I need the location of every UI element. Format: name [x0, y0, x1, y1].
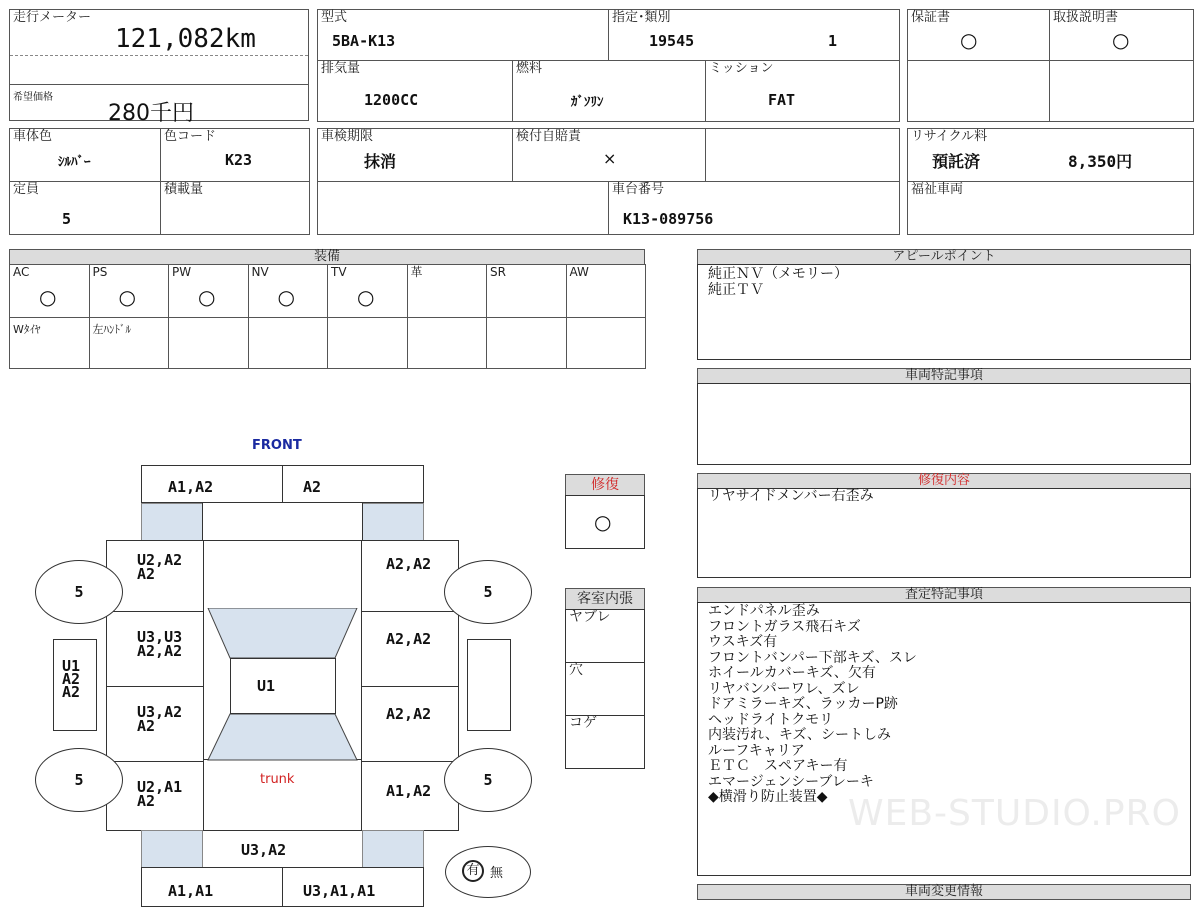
manual-value: ○ [1112, 28, 1130, 52]
inspection-cell [317, 128, 513, 182]
assessment-line: 内装汚れ、キズ、シートしみ [708, 727, 891, 743]
odometer-label: 走行メーター [13, 10, 92, 25]
damage-code: A2 [137, 717, 156, 735]
capacity-value: 5 [62, 210, 72, 228]
interior-row-label: ヤブレ [569, 609, 611, 625]
damage-code: U1 [62, 657, 81, 675]
body-color-label: 車体色 [13, 129, 53, 144]
windshield [208, 608, 357, 658]
warranty-value: ○ [960, 28, 978, 52]
color-code-value: K23 [225, 151, 253, 169]
car-diagram [0, 430, 560, 900]
damage-code: U3,A2 [137, 703, 183, 721]
insurance-label: 検付自賠責 [516, 129, 582, 144]
headlight-left [141, 503, 203, 541]
assessment-line: エンドパネル歪み [708, 603, 820, 619]
interior-row [565, 715, 645, 769]
appeal-line: 純正ＴＶ [708, 282, 764, 298]
left-front-door [106, 611, 204, 687]
designation-cell [608, 9, 900, 61]
warranty-cell [907, 9, 1050, 61]
fuel-cell [512, 60, 706, 122]
spare-tire [445, 846, 531, 898]
equipment-label: Wﾀｲﾔ [13, 323, 41, 336]
equipment-label: TV [331, 265, 347, 279]
equipment-title: 装備 [9, 249, 645, 265]
repair-contents-title [697, 473, 1191, 489]
taillight-right [362, 830, 424, 868]
capacity-label: 定員 [13, 182, 40, 197]
repair-box-title [565, 474, 645, 496]
desired-price-value: 280千円 [108, 101, 194, 126]
assessment-line: ルーフキャリア [708, 742, 805, 759]
damage-code: A1,A2 [168, 478, 214, 496]
left-side-step [53, 639, 97, 731]
equipment-cell [89, 264, 170, 318]
damage-code: A2,A2 [137, 642, 183, 660]
damage-code: A2,A2 [386, 630, 432, 648]
equipment-cell [486, 317, 567, 369]
equipment-label: 左ﾊﾝﾄﾞﾙ [92, 323, 131, 336]
equipment-label: NV [251, 265, 269, 279]
mission-label: ミッション [709, 61, 774, 76]
chassis-value: K13-089756 [623, 210, 714, 228]
body-color-cell [9, 128, 161, 182]
displacement-value: 1200CC [364, 91, 419, 109]
blank-cell [705, 128, 900, 182]
assessment-line: ドアミラーキズ、ラッカーP跡 [708, 696, 898, 712]
equipment-cell [168, 264, 249, 318]
interior-row-label: コゲ [569, 715, 597, 731]
repair-contents-panel [697, 488, 1191, 578]
chassis-label: 車台番号 [612, 182, 665, 197]
appeal-line: 純正ＮＶ（メモリー） [708, 266, 848, 282]
interior-title: 客室内張 [565, 588, 645, 610]
odometer-block [9, 9, 309, 126]
equipment-cell [327, 317, 408, 369]
equipment-mark: ○ [277, 285, 295, 309]
recycle-status: 預託済 [932, 152, 981, 171]
load-cell [160, 181, 310, 235]
recycle-amount: 8,350円 [1068, 152, 1133, 171]
repair-box-value: ○ [594, 510, 612, 534]
body-color-value: ｼﾙﾊﾞｰ [58, 155, 91, 170]
right-front-door [361, 611, 459, 687]
damage-code: A2 [137, 565, 156, 583]
capacity-cell [9, 181, 161, 235]
recycle-cell [907, 128, 1194, 182]
equipment-cell [9, 317, 90, 369]
interior-row-label: 穴 [569, 662, 583, 678]
assessment-line: リヤバンパーワレ、ズレ [708, 680, 860, 697]
assessment-line: ＥＴＣ スペアキー有 [708, 758, 848, 774]
damage-code: A2,A2 [386, 555, 432, 573]
equipment-cell [248, 317, 329, 369]
roof [230, 658, 336, 714]
blank-cell [907, 60, 1050, 122]
repair-contents-title-text: 修復内容 [917, 473, 970, 488]
assessment-panel [697, 602, 1191, 876]
mission-cell [705, 60, 900, 122]
insurance-cell [512, 128, 706, 182]
equipment-grid [9, 264, 645, 369]
divider [10, 84, 308, 85]
displacement-label: 排気量 [321, 61, 361, 76]
recycle-label: リサイクル料 [911, 129, 988, 144]
right-front-fender [361, 540, 459, 612]
damage-code: A2,A2 [386, 705, 432, 723]
assessment-line: フロントバンパー下部キズ、スレ [708, 649, 917, 666]
equipment-cell [407, 264, 488, 318]
inspection-value: 抹消 [364, 152, 397, 171]
front-label: FRONT [252, 438, 302, 453]
equipment-label: SR [490, 265, 506, 279]
fuel-label: 燃料 [516, 61, 543, 76]
inspection-label: 車検期限 [321, 129, 374, 144]
category-value: 1 [828, 32, 838, 50]
tire-rear-right: 5 [444, 748, 532, 812]
spare-no: 無 [490, 866, 504, 881]
taillight-left [141, 830, 203, 868]
welfare-cell [907, 181, 1194, 235]
right-side-step [467, 639, 511, 731]
vehicle-change-title: 車両変更情報 [697, 884, 1191, 900]
rear-bumper-left [141, 867, 283, 907]
chassis-cell [608, 181, 900, 235]
equipment-cell [327, 264, 408, 318]
damage-code: A2 [137, 792, 156, 810]
repair-contents-line: リヤサイドメンバー右歪み [708, 488, 874, 504]
damage-code: U3,A2 [241, 841, 287, 859]
tire-rear-left: 5 [35, 748, 123, 812]
equipment-mark: ○ [198, 285, 216, 309]
model-value: 5BA-K13 [332, 32, 396, 50]
equipment-label: PW [172, 265, 192, 279]
damage-code: U1 [257, 677, 276, 695]
assessment-line: ホイールカバーキズ、欠有 [708, 665, 876, 681]
designation-value: 19545 [649, 32, 695, 50]
equipment-label: 革 [410, 265, 423, 279]
appeal-title: アピールポイント [697, 249, 1191, 265]
equipment-cell [168, 317, 249, 369]
displacement-cell [317, 60, 513, 122]
odometer-value: 121,082km [115, 24, 256, 54]
front-bumper-left [141, 465, 283, 503]
assessment-title: 査定特記事項 [697, 587, 1191, 603]
fuel-value: ｶﾞｿﾘﾝ [571, 95, 604, 110]
vehicle-notes-title: 車両特記事項 [697, 368, 1191, 384]
equipment-cell [9, 264, 90, 318]
appeal-panel [697, 264, 1191, 360]
rear-bumper-right [282, 867, 424, 907]
damage-code: U2,A1 [137, 778, 183, 796]
manual-cell [1049, 9, 1194, 61]
headlight-right [362, 503, 424, 541]
mission-value: FAT [768, 91, 796, 109]
tire-front-left: 5 [35, 560, 123, 624]
blank-cell [317, 181, 609, 235]
color-code-label: 色コード [164, 129, 217, 144]
color-code-cell [160, 128, 310, 182]
blank-cell [1049, 60, 1194, 122]
assessment-line: エマージェンシーブレーキ [708, 773, 874, 790]
equipment-mark: ○ [39, 285, 57, 309]
equipment-cell [566, 264, 647, 318]
designation-label: 指定･類別 [612, 10, 671, 25]
equipment-mark: ○ [118, 285, 136, 309]
assessment-line: ◆横滑り防止装置◆ [708, 789, 828, 805]
equipment-cell [248, 264, 329, 318]
equipment-cell [566, 317, 647, 369]
equipment-cell [407, 317, 488, 369]
damage-code: U3,A1,A1 [303, 882, 376, 900]
damage-code: U2,A2 [137, 551, 183, 569]
desired-price-label: 希望価格 [13, 92, 53, 103]
right-rear-door [361, 686, 459, 762]
assessment-line: ヘッドライトクモリ [708, 711, 834, 728]
damage-code: U3,U3 [137, 628, 183, 646]
equipment-label: AW [569, 265, 589, 279]
equipment-label: AC [13, 265, 30, 279]
tire-front-right: 5 [444, 560, 532, 624]
damage-code: A1,A2 [386, 782, 432, 800]
equipment-cell [486, 264, 567, 318]
damage-code: A2 [62, 683, 81, 701]
vehicle-notes-panel [697, 383, 1191, 465]
rear-window [208, 714, 357, 760]
damage-code: A1,A1 [168, 882, 214, 900]
manual-label: 取扱説明書 [1053, 10, 1119, 25]
model-cell [317, 9, 609, 61]
watermark: WEB-STUDIO.PRO [848, 793, 1181, 834]
assessment-line: ウスキズ有 [708, 634, 778, 650]
divider [10, 55, 308, 56]
front-bumper-right [282, 465, 424, 503]
repair-box [565, 495, 645, 549]
trunk-lid [202, 830, 363, 868]
equipment-cell [89, 317, 170, 369]
hood-top [202, 503, 363, 541]
trunk-label: trunk [260, 772, 295, 787]
insurance-value: × [603, 149, 617, 168]
equipment-mark: ○ [357, 285, 375, 309]
warranty-label: 保証書 [911, 10, 951, 25]
repair-box-title-text: 修復 [591, 477, 619, 493]
welfare-label: 福祉車両 [911, 182, 964, 197]
load-label: 積載量 [164, 182, 204, 197]
damage-code: A2 [303, 478, 322, 496]
assessment-line: フロントガラス飛石キズ [708, 618, 861, 635]
model-label: 型式 [321, 10, 348, 25]
equipment-label: PS [92, 265, 108, 279]
interior-row [565, 662, 645, 716]
damage-code: A2 [62, 670, 81, 688]
interior-row [565, 609, 645, 663]
left-rear-door [106, 686, 204, 762]
spare-yes: 有 [462, 860, 484, 882]
